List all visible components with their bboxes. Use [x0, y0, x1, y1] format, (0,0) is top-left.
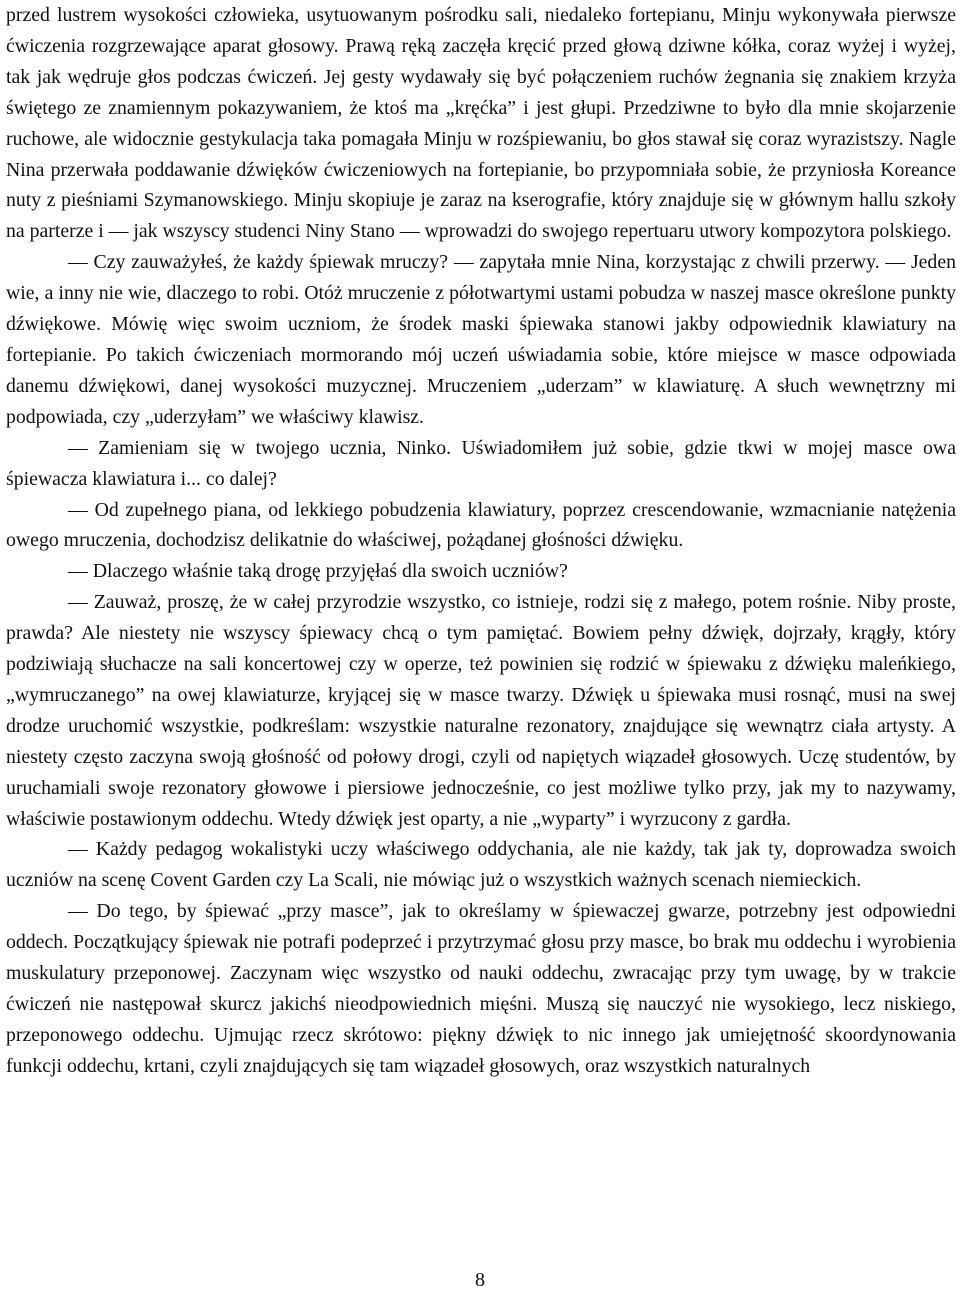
paragraph: — Do tego, by śpiewać „przy masce”, jak to określamy w śpiewaczej gwarze, potrzebny jest odpowiedni oddech. Początkujący śpiewak nie potrafi podeprzeć i przytrzymać głosu przy masce, bo brak mu oddechu i wyrobienia muskulatury przeponowej. Zaczynam więc wszystko od nauki oddechu, zwracając przy tym uwagę, by w trakcie ćwiczeń nie następował skurcz jakichś nieodpowiednich mięśni. Muszą się nauczyć nie wysokiego, lecz niskiego, przeponowego oddechu. Ujmując rzecz skrótowo: piękny dźwięk to nic innego jak umiejętność skoordynowania funkcji oddechu, krtani, czyli znajdujących się tam wiązadeł głosowych, oraz wszystkich naturalnych	[6, 900, 956, 1077]
paragraph: — Od zupełnego piana, od lekkiego pobudzenia klawiatury, poprzez crescendowanie, wzmacnianie natężenia owego mruczenia, dochodzisz delikatnie do właściwej, pożądanej głośności dźwięku.	[6, 498, 956, 552]
paragraph: — Każdy pedagog wokalistyki uczy właściwego oddychania, ale nie każdy, tak jak ty, doprowadza swoich uczniów na scenę Covent Garden czy La Scali, nie mówiąc już o wszystkich ważnych scenach niemieckich.	[6, 838, 956, 892]
paragraph: — Czy zauważyłeś, że każdy śpiewak mruczy? — zapytała mnie Nina, korzystając z chwili przerwy. — Jeden wie, a inny nie wie, dlaczego to robi. Otóż mruczenie z półotwartymi ustami pobudza w naszej masce określone punkty dźwiękowe. Mówię więc swoim uczniom, że środek maski śpiewaka stanowi jakby odpowiednik klawiatury na fortepianie. Po takich ćwiczeniach mormorando mój uczeń uświadamia sobie, które miejsce w masce odpowiada danemu dźwiękowi, danej wysokości muzycznej. Mruczeniem „uderzam” w klawiaturę. A słuch wewnętrzny mi podpowiada, czy „uderzyłam” we właściwy klawisz.	[6, 251, 956, 428]
page-number: 8	[475, 1269, 485, 1291]
paragraph: — Dlaczego właśnie taką drogę przyjęłaś dla swoich uczniów?	[68, 560, 568, 583]
paragraph: — Zauważ, proszę, że w całej przyrodzie wszystko, co istnieje, rodzi się z małego, potem rośnie. Niby proste, prawda? Ale niestety nie wszyscy śpiewacy chcą o tym pamiętać. Bowiem pełny dźwięk, dojrzały, krągły, który podziwiają słuchacze na sali koncertowej czy w operze, też powinien się rodzić w śpiewaku z dźwięku maleńkiego, „wymruczanego” na owej klawiaturze, kryjącej się w masce twarzy. Dźwięk u śpiewaka musi rosnąć, musi na swej drodze uruchomić wszystkie, podkreślam: wszystkie naturalne rezonatory, znajdujące się wewnątrz ciała artysty. A niestety często zaczyna swoją głośność od połowy drogi, czyli od napiętych wiązadeł głosowych. Uczę studentów, by uruchamiali swoje rezonatory głowowe i piersiowe jednocześnie, co jest możliwe tylko przy, jak my to nazywamy, właściwie postawionym oddechu. Wtedy dźwięk jest oparty, a nie „wyparty” i wyrzucony z gardła.	[6, 591, 956, 830]
paragraph: przed lustrem wysokości człowieka, usytuowanym pośrodku sali, niedaleko fortepianu, Minju wykonywała pierwsze ćwiczenia rozgrzewające aparat głosowy. Prawą ręką zaczęła kręcić przed głową dziwne kółka, coraz wyżej i wyżej, tak jak wędruje głos podczas ćwiczeń. Jej gesty wydawały się być połączeniem ruchów żegnania się znakiem krzyża świętego ze znamiennym pokazywaniem, że ktoś ma „kręćka” i jest głupi. Przedziwne to było dla mnie skojarzenie ruchowe, ale widocznie gestykulacja taka pomagała Minju w rozśpiewaniu, bo głos stawał się coraz wyrazistszy. Nagle Nina przerwała poddawanie dźwięków ćwiczeniowych na fortepianie, bo przypomniała sobie, że przyniosła Koreance nuty z pieśniami Szymanowskiego. Minju skopiuje je zaraz na kserografie, który znajduje się w głównym hallu szkoły na parterze i — jak wszyscy studenci Niny Stano — wprowadzi do swojego repertuaru utwory kompozytora polskiego.	[6, 4, 956, 243]
page-text	[6, 0, 956, 1082]
paragraph: — Zamieniam się w twojego ucznia, Ninko. Uświadomiłem już sobie, gdzie tkwi w mojej masce owa śpiewacza klawiatura i... co dalej?	[6, 436, 956, 490]
